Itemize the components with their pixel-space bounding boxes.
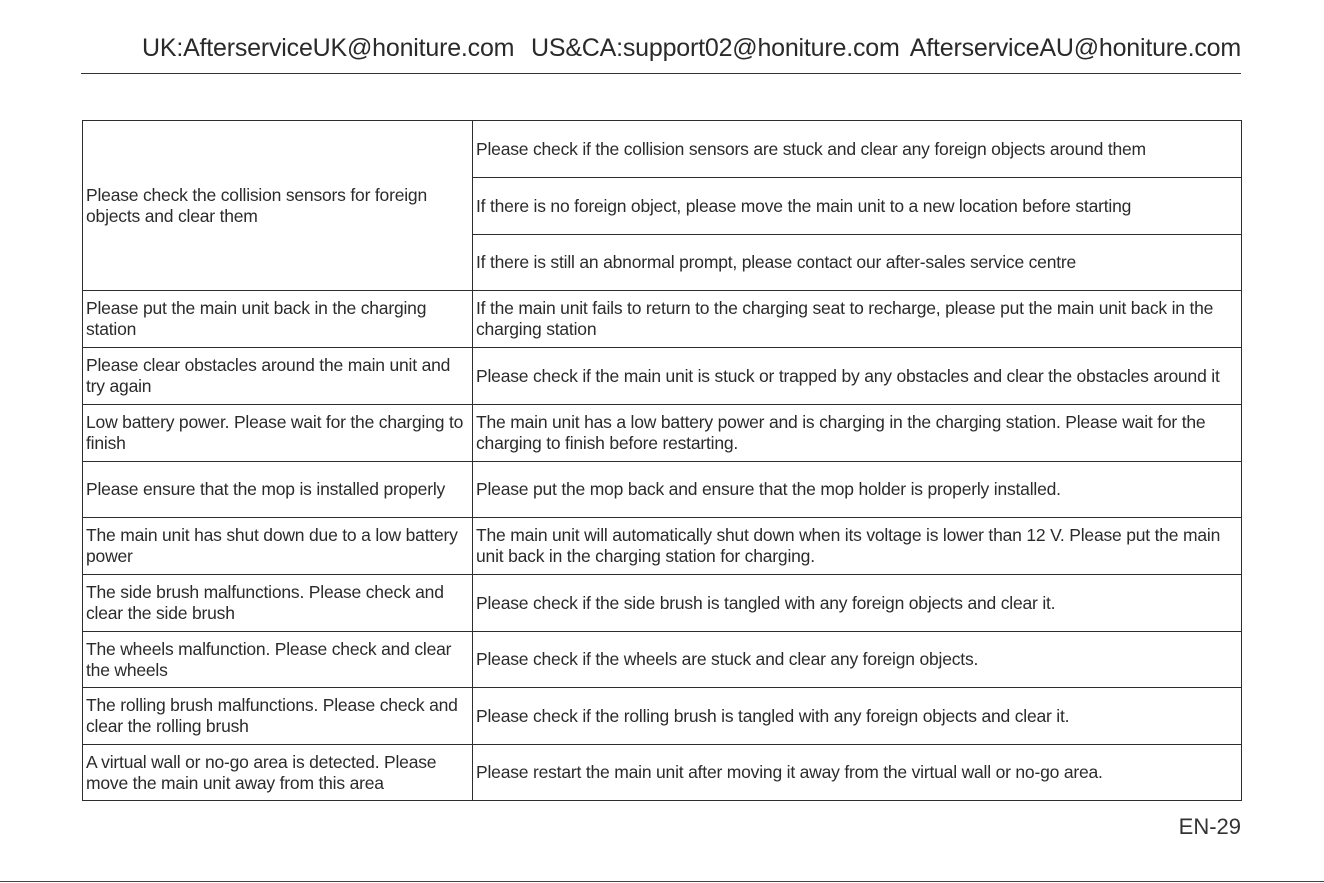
solution-cell: Please check if the side brush is tangled with any foreign objects and clear it. <box>473 575 1242 632</box>
table-row <box>83 121 1242 178</box>
prompt-cell: A virtual wall or no-go area is detected. Please move the main unit away from this area <box>83 745 473 801</box>
solution-cell: Please check if the rolling brush is tangled with any foreign objects and clear it. <box>473 688 1242 745</box>
table-row <box>83 518 1242 575</box>
prompt-cell: Please check the collision sensors for foreign objects and clear them <box>83 121 473 291</box>
solution-cell: If there is still an abnormal prompt, please contact our after-sales service centre <box>473 235 1242 291</box>
solution-cell: The main unit has a low battery power and is charging in the charging station. Please wait for the charging to finish before restarting. <box>473 405 1242 462</box>
prompt-cell: Please clear obstacles around the main unit and try again <box>83 348 473 405</box>
us-ca-email: US&CA:support02@honiture.com <box>531 34 900 62</box>
solution-cell: Please put the mop back and ensure that the mop holder is properly installed. <box>473 462 1242 518</box>
solution-cell: Please check if the collision sensors are stuck and clear any foreign objects around them <box>473 121 1242 178</box>
solution-cell: If there is no foreign object, please move the main unit to a new location before starting <box>473 178 1242 235</box>
solution-cell: Please check if the main unit is stuck or trapped by any obstacles and clear the obstacles around it <box>473 348 1242 405</box>
prompt-cell: The wheels malfunction. Please check and clear the wheels <box>83 632 473 688</box>
table-row <box>83 462 1242 518</box>
table-row <box>83 688 1242 745</box>
uk-email: UK:AfterserviceUK@honiture.com <box>142 34 515 62</box>
prompt-cell: The rolling brush malfunctions. Please check and clear the rolling brush <box>83 688 473 745</box>
table-row <box>83 291 1242 348</box>
troubleshooting-table <box>82 120 1242 801</box>
prompt-cell: Please ensure that the mop is installed properly <box>83 462 473 518</box>
bottom-divider <box>0 881 1324 882</box>
prompt-cell: The side brush malfunctions. Please check and clear the side brush <box>83 575 473 632</box>
prompt-cell: Please put the main unit back in the charging station <box>83 291 473 348</box>
page-number: EN-29 <box>1178 814 1241 839</box>
solution-cell: If the main unit fails to return to the charging seat to recharge, please put the main unit back in the charging station <box>473 291 1242 348</box>
table-row <box>83 632 1242 688</box>
contact-header <box>81 26 1241 74</box>
solution-cell: Please restart the main unit after moving it away from the virtual wall or no-go area. <box>473 745 1242 801</box>
solution-cell: The main unit will automatically shut down when its voltage is lower than 12 V. Please put the main unit back in the charging station for charging. <box>473 518 1242 575</box>
table-row <box>83 348 1242 405</box>
table-row <box>83 405 1242 462</box>
solution-cell: Please check if the wheels are stuck and clear any foreign objects. <box>473 632 1242 688</box>
prompt-cell: The main unit has shut down due to a low battery power <box>83 518 473 575</box>
table-row <box>83 745 1242 801</box>
prompt-cell: Low battery power. Please wait for the charging to finish <box>83 405 473 462</box>
au-email: AfterserviceAU@honiture.com <box>909 34 1241 62</box>
table-row <box>83 575 1242 632</box>
